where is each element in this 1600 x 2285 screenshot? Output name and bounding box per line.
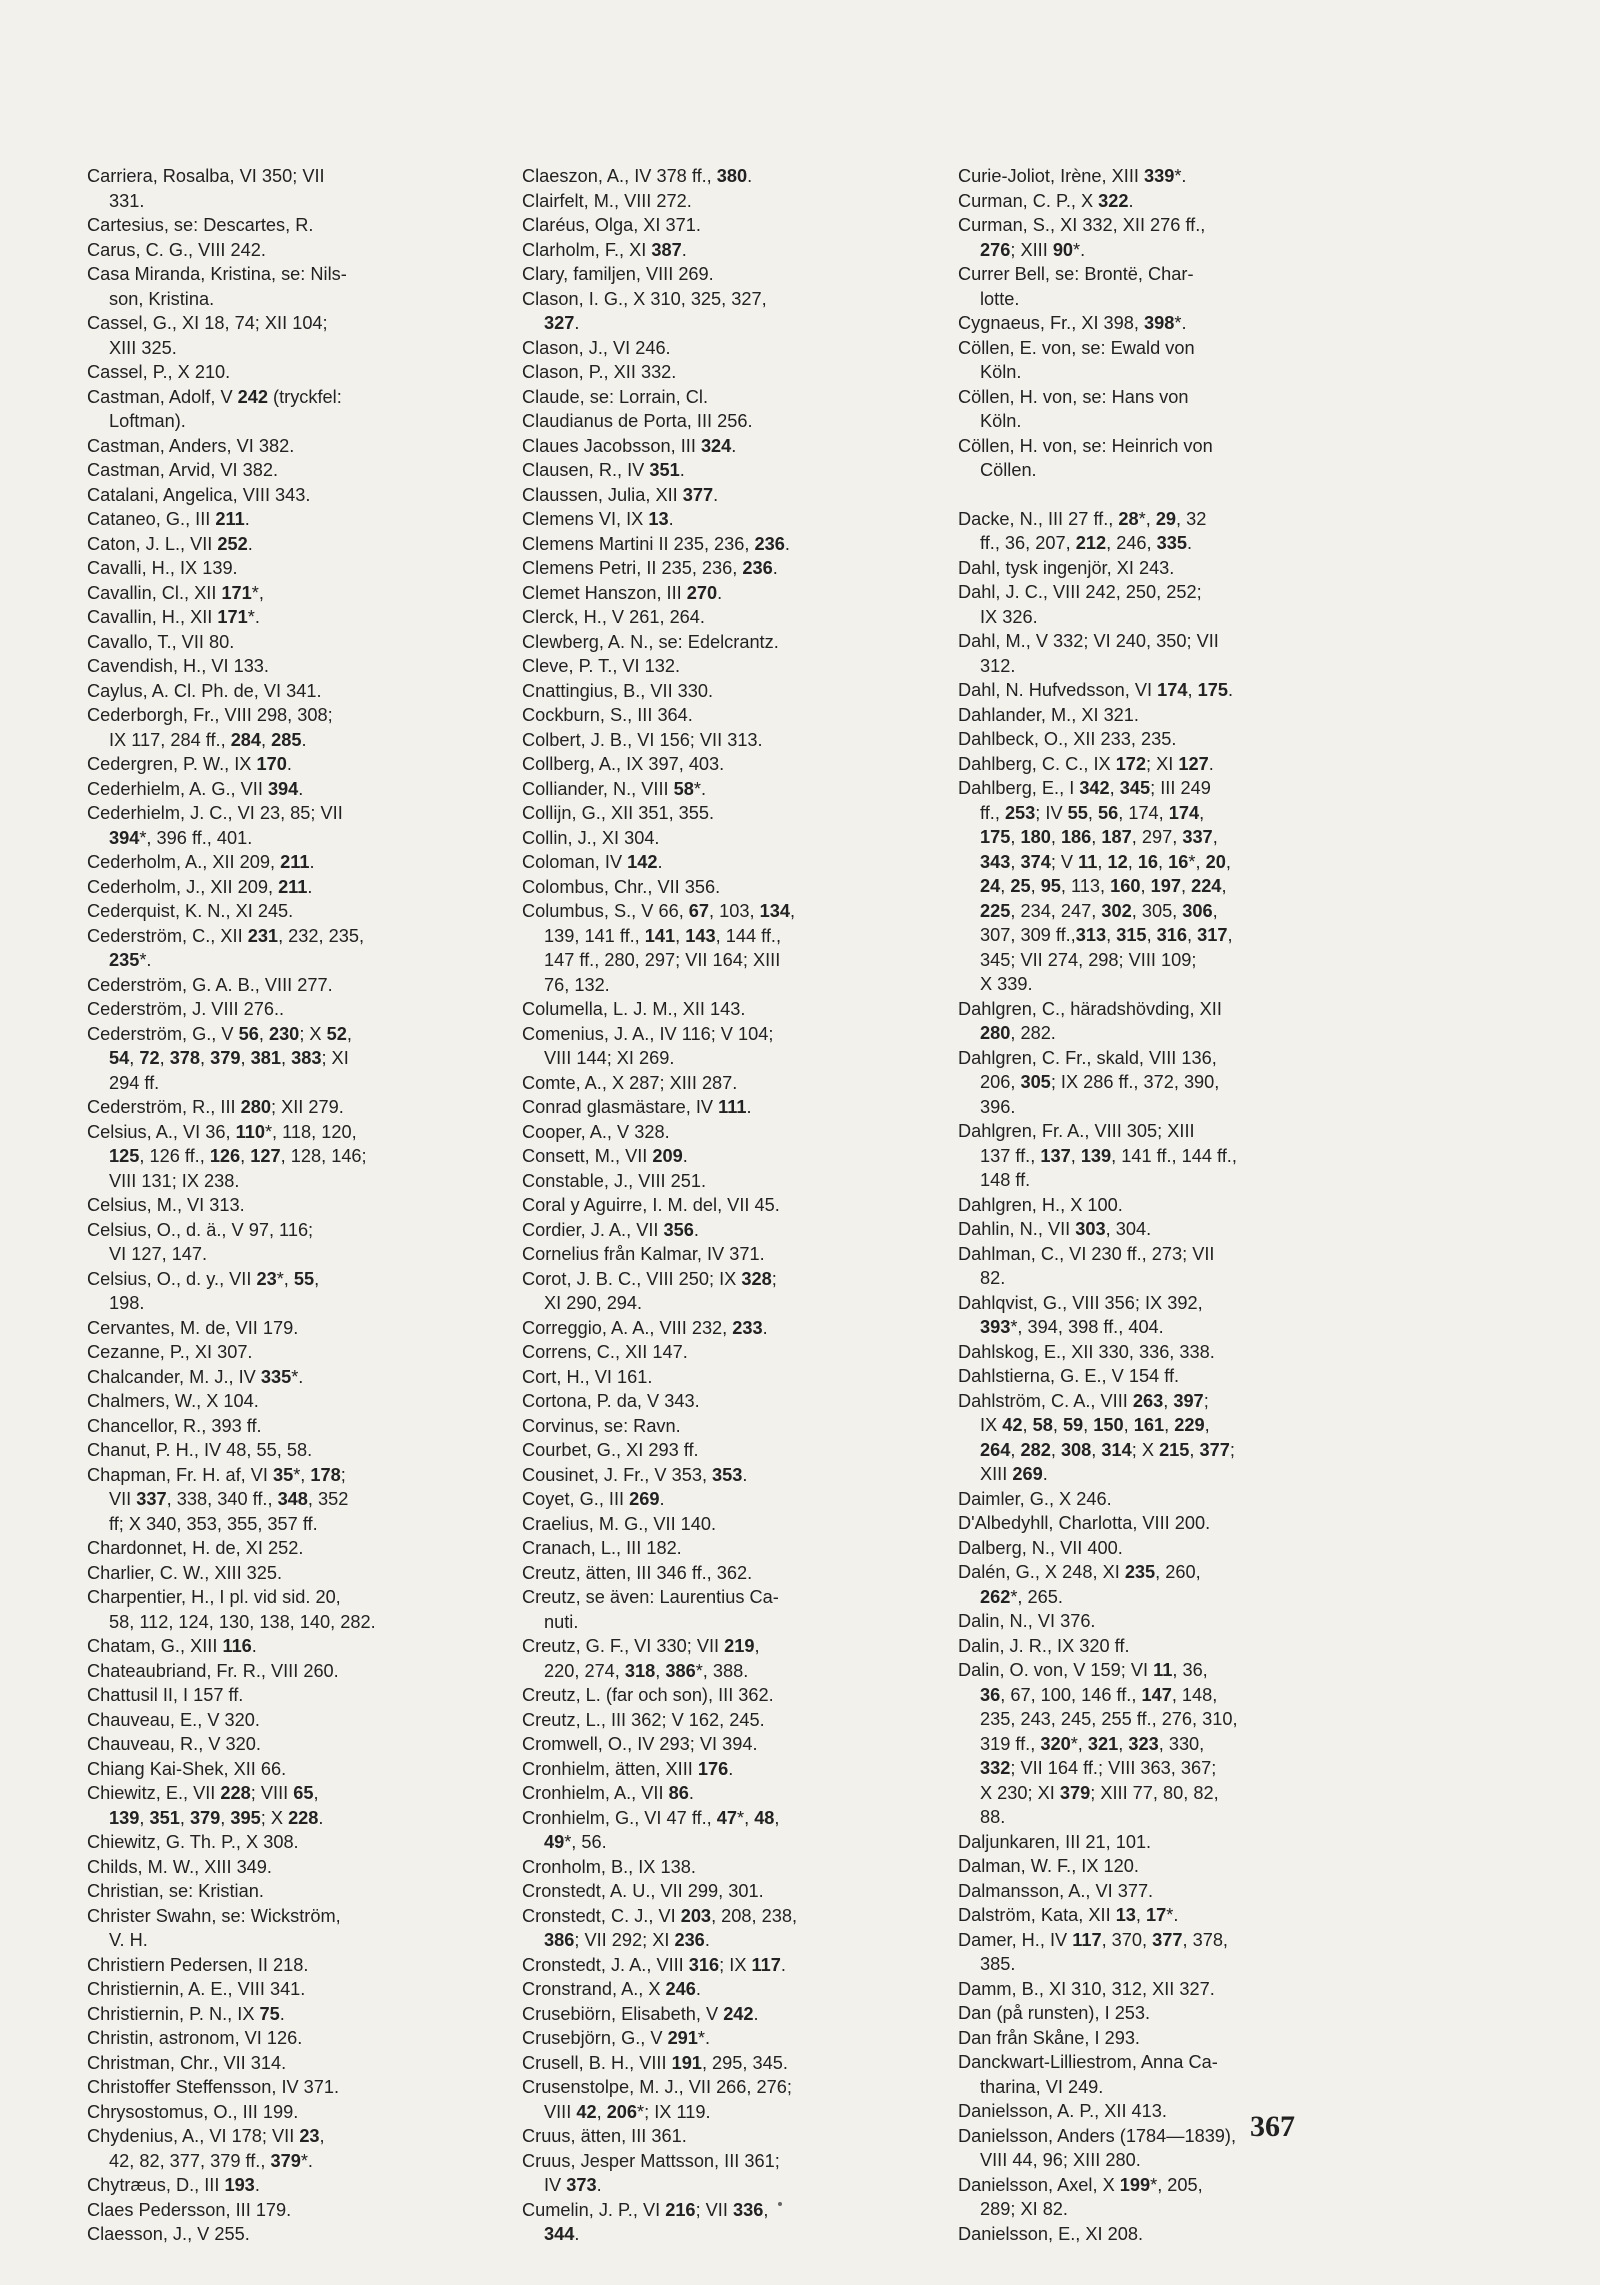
- index-entry: Corvinus, se: Ravn.: [522, 1415, 681, 1436]
- index-entry: Claussen, Julia, XII 377.: [522, 484, 719, 505]
- index-entry: Chateaubriand, Fr. R., VIII 260.: [87, 1660, 339, 1681]
- index-entry: Cronholm, B., IX 138.: [522, 1856, 696, 1877]
- index-column-1: [87, 164, 487, 2247]
- index-column-3: [958, 164, 1358, 2246]
- index-entry: Charpentier, H., I pl. vid sid. 20, 58, 112, 124, 130, 138, 140, 282.: [87, 1587, 376, 1632]
- index-entry: Dacke, N., III 27 ff., 28*, 29, 32 ff., 36, 207, 212, 246, 335.: [958, 508, 1207, 553]
- index-entry: Dahlberg, E., I 342, 345; III 249 ff., 253; IV 55, 56, 174, 174, 175, 180, 186, 187, 297, 337, 343, 374; V 11, 12, 16, 16*, 20, 24, 25, 95, 113, 160, 197, 224, 225, 234, 247, 302, 305, 306, 307, 309 ff.,313, 315, 316, 317, 345; VII 274, 298; VIII 109; X 339.: [958, 778, 1233, 994]
- index-entry: Dalén, G., X 248, XI 235, 260, 262*, 265.: [958, 1562, 1201, 1607]
- index-entry: Claudianus de Porta, III 256.: [522, 411, 753, 431]
- index-entry: Curman, C. P., X 322.: [958, 190, 1134, 211]
- index-entry: Cavendish, H., VI 133.: [87, 656, 269, 676]
- index-entry: Daimler, G., X 246.: [958, 1488, 1112, 1509]
- index-entry: Charlier, C. W., XIII 325.: [87, 1562, 283, 1583]
- index-entry: Christiernin, P. N., IX 75.: [87, 2003, 285, 2024]
- index-entry: Consett, M., VII 209.: [522, 1146, 688, 1166]
- index-entry: Claréus, Olga, XI 371.: [522, 215, 701, 235]
- index-entry: Dalmansson, A., VI 377.: [958, 1880, 1154, 1901]
- index-entry: Dahlman, C., VI 230 ff., 273; VII 82.: [958, 1243, 1215, 1288]
- index-entry: Creutz, ätten, III 346 ff., 362.: [522, 1562, 753, 1583]
- index-entry: Comenius, J. A., IV 116; V 104; VIII 144; XI 269.: [522, 1023, 774, 1068]
- index-entry: Crusebjörn, G., V 291*.: [522, 2028, 711, 2048]
- index-entry: Dahlander, M., XI 321.: [958, 704, 1139, 725]
- index-entry: Dalberg, N., VII 400.: [958, 1537, 1123, 1558]
- index-entry: Clason, I. G., X 310, 325, 327, 327.: [522, 288, 767, 333]
- index-entry: Clary, familjen, VIII 269.: [522, 264, 714, 284]
- index-entry: Cort, H., VI 161.: [522, 1366, 653, 1387]
- index-entry: Creutz, G. F., VI 330; VII 219, 220, 274, 318, 386*, 388.: [522, 1636, 760, 1681]
- index-entry: Cederström, G., V 56, 230; X 52, 54, 72, 378, 379, 381, 383; XI 294 ff.: [87, 1023, 352, 1093]
- index-entry: Cassel, G., XI 18, 74; XII 104; XIII 325.: [87, 313, 328, 358]
- index-entry: Chancellor, R., 393 ff.: [87, 1415, 262, 1436]
- index-entry: Cavallin, Cl., XII 171*,: [87, 582, 264, 603]
- index-entry: Creutz, se även: Laurentius Ca- nuti.: [522, 1587, 779, 1632]
- index-entry: Correggio, A. A., VIII 232, 233.: [522, 1317, 768, 1338]
- index-entry: Cederhielm, A. G., VII 394.: [87, 778, 304, 799]
- index-entry: Cederström, R., III 280; XII 279.: [87, 1097, 344, 1117]
- index-entry: Constable, J., VIII 251.: [522, 1170, 706, 1191]
- index-entry: Crusenstolpe, M. J., VII 266, 276; VIII 42, 206*; IX 119.: [522, 2077, 792, 2122]
- index-entry: Danielsson, A. P., XII 413.: [958, 2101, 1167, 2121]
- index-entry: Chalmers, W., X 104.: [87, 1391, 259, 1411]
- index-entry: Clemens Petri, II 235, 236, 236.: [522, 558, 778, 578]
- index-entry: Comte, A., X 287; XIII 287.: [522, 1072, 738, 1093]
- index-entry: Clarholm, F., XI 387.: [522, 239, 687, 260]
- index-entry: Conrad glasmästare, IV 111.: [522, 1097, 752, 1117]
- index-entry: Damm, B., XI 310, 312, XII 327.: [958, 1978, 1215, 1999]
- index-entry: Craelius, M. G., VII 140.: [522, 1513, 717, 1534]
- index-entry: Creutz, L., III 362; V 162, 245.: [522, 1709, 765, 1730]
- index-entry: Cöllen, E. von, se: Ewald von Köln.: [958, 337, 1195, 382]
- index-entry: Caton, J. L., VII 252.: [87, 533, 253, 554]
- index-entry: Chatam, G., XIII 116.: [87, 1636, 257, 1656]
- index-entry: Dahlstierna, G. E., V 154 ff.: [958, 1366, 1180, 1386]
- index-entry: Cartesius, se: Descartes, R.: [87, 215, 314, 235]
- index-entry: Cöllen, H. von, se: Heinrich von Cöllen.: [958, 435, 1213, 480]
- index-entry: Cederström, J. VIII 276..: [87, 999, 285, 1019]
- index-entry: Collberg, A., IX 397, 403.: [522, 754, 725, 774]
- index-entry: Crusebiörn, Elisabeth, V 242.: [522, 2003, 759, 2024]
- index-entry: Cronhielm, G., VI 47 ff., 47*, 48, 49*, 56.: [522, 1807, 780, 1852]
- index-entry: Cederström, C., XII 231, 232, 235, 235*.: [87, 925, 365, 970]
- index-entry: Chanut, P. H., IV 48, 55, 58.: [87, 1440, 313, 1460]
- index-entry: Dahl, N. Hufvedsson, VI 174, 175.: [958, 680, 1234, 700]
- index-entry: Dahlgren, Fr. A., VIII 305; XIII 137 ff., 137, 139, 141 ff., 144 ff., 148 ff.: [958, 1121, 1237, 1190]
- index-entry: Cronhielm, A., VII 86.: [522, 1783, 694, 1803]
- index-entry: Curie-Joliot, Irène, XIII 339*.: [958, 166, 1187, 186]
- index-entry: Claes Pedersson, III 179.: [87, 2199, 292, 2220]
- index-entry: Claeszon, A., IV 378 ff., 380.: [522, 166, 753, 186]
- index-entry: Chiang Kai-Shek, XII 66.: [87, 1758, 287, 1779]
- index-entry: Carus, C. G., VIII 242.: [87, 239, 266, 260]
- index-entry: D'Albedyhll, Charlotta, VIII 200.: [958, 1513, 1211, 1533]
- index-entry: Dahlberg, C. C., IX 172; XI 127.: [958, 753, 1214, 774]
- index-entry: Clason, P., XII 332.: [522, 362, 677, 382]
- index-entry: Danielsson, E., XI 208.: [958, 2223, 1144, 2244]
- index-entry: Cederquist, K. N., XI 245.: [87, 901, 294, 921]
- index-entry: Dahl, J. C., VIII 242, 250, 252; IX 326.: [958, 582, 1202, 627]
- index-entry: Cruus, Jesper Mattsson, III 361; IV 373.: [522, 2150, 780, 2195]
- index-entry: Cranach, L., III 182.: [522, 1538, 682, 1558]
- index-entry: Cousinet, J. Fr., V 353, 353.: [522, 1464, 748, 1485]
- index-entry: Dalin, J. R., IX 320 ff.: [958, 1635, 1130, 1656]
- section-gap: [958, 483, 1358, 507]
- index-entry: Cassel, P., X 210.: [87, 362, 231, 382]
- index-entry: Dalin, O. von, V 159; VI 11, 36, 36, 67, 100, 146 ff., 147, 148, 235, 243, 245, 255 ff., 276, 310, 319 ff., 320*, 321, 323, 330, 332; VII 164 ff.; VIII 363, 367; X 230; XI 379; XIII 77, 80, 82, 88.: [958, 1660, 1238, 1827]
- index-entry: Christin, astronom, VI 126.: [87, 2028, 303, 2048]
- index-entry: Damer, H., IV 117, 370, 377, 378, 385.: [958, 1929, 1228, 1974]
- index-entry: Colombus, Chr., VII 356.: [522, 876, 721, 897]
- page-number: 367: [1250, 2110, 1295, 2143]
- index-entry: Christiernin, A. E., VIII 341.: [87, 1979, 306, 1999]
- index-entry: Cronstedt, A. U., VII 299, 301.: [522, 1881, 764, 1901]
- index-entry: Cederholm, A., XII 209, 211.: [87, 852, 315, 872]
- index-entry: Castman, Adolf, V 242 (tryckfel: Loftman).: [87, 386, 342, 431]
- index-entry: Dalman, W. F., IX 120.: [958, 1856, 1139, 1876]
- index-entry: Columbus, S., V 66, 67, 103, 134, 139, 141 ff., 141, 143, 144 ff., 147 ff., 280, 297; VII 164; XIII 76, 132.: [522, 901, 796, 995]
- index-entry: Chiewitz, E., VII 228; VIII 65, 139, 351, 379, 395; X 228.: [87, 1783, 324, 1828]
- index-entry: Chauveau, E., V 320.: [87, 1709, 260, 1730]
- index-entry: Celsius, M., VI 313.: [87, 1195, 245, 1215]
- index-entry: Danielsson, Axel, X 199*, 205, 289; XI 82.: [958, 2174, 1203, 2219]
- index-entry: Celsius, O., d. ä., V 97, 116; VI 127, 147.: [87, 1219, 314, 1264]
- index-entry: Collijn, G., XII 351, 355.: [522, 803, 715, 823]
- index-entry: Castman, Anders, VI 382.: [87, 435, 295, 456]
- index-entry: Courbet, G., XI 293 ff.: [522, 1440, 699, 1460]
- index-entry: Coloman, IV 142.: [522, 852, 663, 872]
- index-entry: Chattusil II, I 157 ff.: [87, 1685, 244, 1705]
- index-entry: Clemens VI, IX 13.: [522, 509, 674, 529]
- index-entry: Cornelius från Kalmar, IV 371.: [522, 1244, 765, 1264]
- index-entry: Dahlqvist, G., VIII 356; IX 392, 393*, 394, 398 ff., 404.: [958, 1292, 1203, 1337]
- index-entry: Cataneo, G., III 211.: [87, 509, 250, 529]
- index-entry: Curman, S., XI 332, XII 276 ff., 276; XIII 90*.: [958, 215, 1206, 260]
- index-entry: Chiewitz, G. Th. P., X 308.: [87, 1832, 299, 1852]
- index-entry: Dahlin, N., VII 303, 304.: [958, 1219, 1152, 1239]
- index-entry: Childs, M. W., XIII 349.: [87, 1856, 272, 1877]
- index-entry: Clausen, R., IV 351.: [522, 460, 685, 480]
- index-entry: Colbert, J. B., VI 156; VII 313.: [522, 729, 763, 750]
- index-entry: Claesson, J., V 255.: [87, 2224, 250, 2244]
- index-entry: Chytræus, D., III 193.: [87, 2175, 260, 2195]
- index-entry: Celsius, A., VI 36, 110*, 118, 120, 125, 126 ff., 126, 127, 128, 146; VIII 131; IX 238.: [87, 1121, 367, 1191]
- index-entry: Dahlström, C. A., VIII 263, 397; IX 42, 58, 59, 150, 161, 229, 264, 282, 308, 314; X 215, 377; XIII 269.: [958, 1390, 1235, 1484]
- index-entry: Dalström, Kata, XII 13, 17*.: [958, 1905, 1179, 1925]
- index-entry: Chauveau, R., V 320.: [87, 1734, 261, 1754]
- index-entry: Cortona, P. da, V 343.: [522, 1391, 700, 1411]
- index-entry: Catalani, Angelica, VIII 343.: [87, 484, 311, 505]
- index-entry: Cronhielm, ätten, XIII 176.: [522, 1758, 734, 1779]
- index-entry: Columella, L. J. M., XII 143.: [522, 999, 746, 1019]
- index-entry: Dahl, M., V 332; VI 240, 350; VII 312.: [958, 631, 1219, 676]
- index-entry: Dan (på runsten), I 253.: [958, 2003, 1151, 2023]
- index-entry: Claues Jacobsson, III 324.: [522, 435, 737, 456]
- index-entry: Colliander, N., VIII 58*.: [522, 778, 707, 799]
- index-entry: Celsius, O., d. y., VII 23*, 55, 198.: [87, 1268, 320, 1313]
- index-entry: Cooper, A., V 328.: [522, 1121, 670, 1142]
- index-entry: Coyet, G., III 269.: [522, 1489, 665, 1509]
- index-entry: Crusell, B. H., VIII 191, 295, 345.: [522, 2052, 788, 2073]
- index-entry: Cederhielm, J. C., VI 23, 85; VII 394*, 396 ff., 401.: [87, 803, 343, 848]
- index-entry: Christman, Chr., VII 314.: [87, 2052, 287, 2073]
- index-entry: Chalcander, M. J., IV 335*.: [87, 1366, 304, 1387]
- index-entry: Cockburn, S., III 364.: [522, 705, 693, 725]
- index-entry: Danielsson, Anders (1784—1839), VIII 44, 96; XIII 280.: [958, 2125, 1237, 2170]
- index-entry: Coral y Aguirre, I. M. del, VII 45.: [522, 1195, 780, 1215]
- index-entry: Christian, se: Kristian.: [87, 1881, 264, 1901]
- index-entry: Chardonnet, H. de, XI 252.: [87, 1538, 304, 1558]
- index-entry: Cavallo, T., VII 80.: [87, 631, 235, 652]
- index-entry: Cezanne, P., XI 307.: [87, 1342, 253, 1362]
- index-entry: Dahlgren, C., häradshövding, XII 280, 282.: [958, 998, 1222, 1043]
- index-entry: Dan från Skåne, I 293.: [958, 2027, 1140, 2048]
- index-entry: Cleve, P. T., VI 132.: [522, 656, 681, 676]
- index-entry: Christoffer Steffensson, IV 371.: [87, 2077, 340, 2097]
- index-entry: Chrysostomus, O., III 199.: [87, 2101, 299, 2122]
- index-entry: Cederholm, J., XII 209, 211.: [87, 876, 313, 897]
- index-entry: Christiern Pedersen, II 218.: [87, 1954, 309, 1975]
- index-entry: Cruus, ätten, III 361.: [522, 2126, 687, 2146]
- index-entry: Christer Swahn, se: Wickström, V. H.: [87, 1905, 341, 1950]
- index-entry: Danckwart-Lilliestrom, Anna Ca- tharina, VI 249.: [958, 2052, 1218, 2097]
- index-entry: Casa Miranda, Kristina, se: Nils- son, Kristina.: [87, 264, 347, 309]
- index-entry: Clewberg, A. N., se: Edelcrantz.: [522, 631, 779, 652]
- index-entry: Dahl, tysk ingenjör, XI 243.: [958, 557, 1175, 578]
- index-entry: Daljunkaren, III 21, 101.: [958, 1831, 1152, 1852]
- index-entry: Cumelin, J. P., VI 216; VII 336, 344.: [522, 2199, 769, 2244]
- index-entry: Castman, Arvid, VI 382.: [87, 460, 279, 480]
- index-entry: Dalin, N., VI 376.: [958, 1611, 1096, 1631]
- index-entry: Cronstedt, C. J., VI 203, 208, 238, 386; VII 292; XI 236.: [522, 1905, 798, 1950]
- index-entry: Clemens Martini II 235, 236, 236.: [522, 533, 790, 554]
- index-entry: Cöllen, H. von, se: Hans von Köln.: [958, 386, 1189, 431]
- index-entry: Clemet Hanszon, III 270.: [522, 582, 723, 603]
- index-entry: Cronstrand, A., X 246.: [522, 1979, 701, 1999]
- index-entry: Clairfelt, M., VIII 272.: [522, 190, 692, 211]
- index-entry: Cavallin, H., XII 171*.: [87, 607, 260, 627]
- index-entry: Cavalli, H., IX 139.: [87, 558, 238, 578]
- index-entry: Claude, se: Lorrain, Cl.: [522, 386, 709, 407]
- index-entry: Cedergren, P. W., IX 170.: [87, 754, 292, 774]
- index-entry: Cygnaeus, Fr., XI 398, 398*.: [958, 313, 1187, 333]
- index-entry: Caylus, A. Cl. Ph. de, VI 341.: [87, 680, 322, 701]
- index-entry: Cnattingius, B., VII 330.: [522, 680, 714, 701]
- index-entry: Correns, C., XII 147.: [522, 1342, 688, 1362]
- index-entry: Cervantes, M. de, VII 179.: [87, 1317, 299, 1338]
- index-entry: Cordier, J. A., VII 356.: [522, 1219, 699, 1240]
- index-entry: Creutz, L. (far och son), III 362.: [522, 1685, 774, 1705]
- index-entry: Chydenius, A., VI 178; VII 23, 42, 82, 377, 379 ff., 379*.: [87, 2126, 325, 2171]
- index-entry: Cromwell, O., IV 293; VI 394.: [522, 1734, 758, 1754]
- index-entry: Dahlgren, C. Fr., skald, VIII 136, 206, 305; IX 286 ff., 372, 390, 396.: [958, 1047, 1220, 1117]
- print-dot: [778, 2202, 782, 2206]
- index-column-2: [522, 164, 922, 2247]
- index-entry: Dahlskog, E., XII 330, 336, 338.: [958, 1341, 1215, 1362]
- index-entry: Dahlgren, H., X 100.: [958, 1194, 1123, 1215]
- index-entry: Clerck, H., V 261, 264.: [522, 607, 705, 627]
- index-entry: Clason, J., VI 246.: [522, 337, 671, 358]
- index-entry: Chapman, Fr. H. af, VI 35*, 178; VII 337, 338, 340 ff., 348, 352 ff; X 340, 353, 355, 357 ff.: [87, 1464, 349, 1534]
- index-entry: Currer Bell, se: Brontë, Char- lotte.: [958, 264, 1194, 309]
- index-entry: Cederström, G. A. B., VIII 277.: [87, 974, 333, 995]
- index-entry: Corot, J. B. C., VIII 250; IX 328; XI 290, 294.: [522, 1268, 777, 1313]
- index-entry: Carriera, Rosalba, VI 350; VII 331.: [87, 166, 325, 211]
- index-entry: Cederborgh, Fr., VIII 298, 308; IX 117, 284 ff., 284, 285.: [87, 705, 333, 750]
- index-entry: Collin, J., XI 304.: [522, 827, 660, 848]
- index-entry: Cronstedt, J. A., VIII 316; IX 117.: [522, 1954, 786, 1975]
- index-entry: Dahlbeck, O., XII 233, 235.: [958, 729, 1177, 749]
